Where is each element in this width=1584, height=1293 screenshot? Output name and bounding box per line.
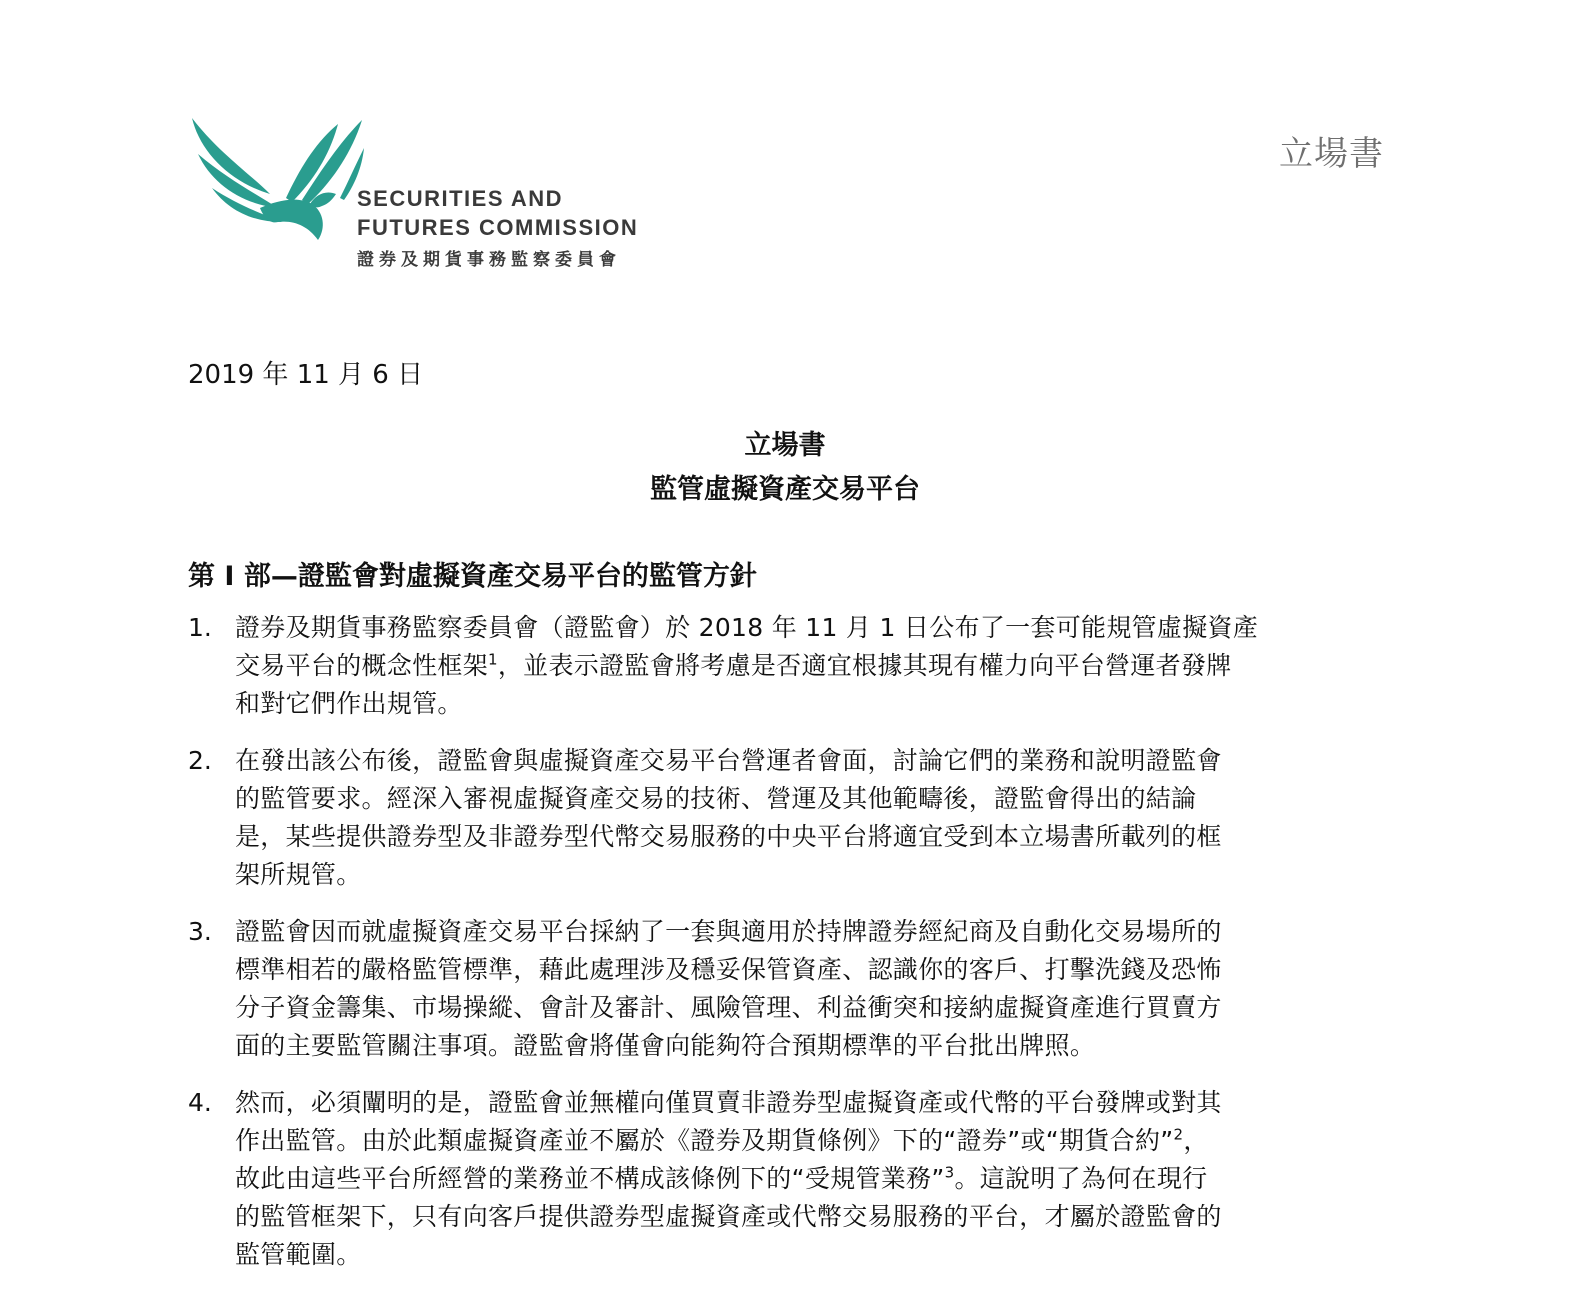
paragraph-number: 2. — [188, 746, 212, 775]
paragraph-line: 架所規管。 — [235, 860, 362, 889]
paragraph-line: 的監管框架下，只有向客戶提供證券型虛擬資產或代幣交易服務的平台，才屬於證監會的 — [235, 1202, 1222, 1231]
paragraph-line: 面的主要監管關注事項。證監會將僅會向能夠符合預期標準的平台批出牌照。 — [235, 1031, 1096, 1060]
document-type-label: 立場書 — [1279, 134, 1384, 174]
paragraph-line — [235, 1160, 1380, 1198]
section-heading: 第 I 部—證監會對虛擬資產交易平台的監管方針 — [188, 561, 757, 592]
paragraph-number: 1. — [188, 613, 212, 642]
paragraph-text — [235, 609, 1380, 723]
footnote-ref-2[interactable]: 2 — [1173, 1125, 1184, 1144]
org-name-zh: 證券及期貨事務監察委員會 — [357, 250, 621, 270]
paragraph-3 — [188, 913, 1388, 1065]
org-name-en-line2: FUTURES COMMISSION — [357, 215, 639, 240]
paragraph-list — [188, 609, 1388, 1293]
title-line-2: 監管虛擬資產交易平台 — [650, 474, 920, 505]
eagle-icon — [190, 112, 370, 247]
footnote-ref-1[interactable]: 1 — [488, 650, 498, 669]
paragraph-line: 是，某些提供證券型及非證券型代幣交易服務的中央平台將適宜受到本立場書所載列的框 — [235, 822, 1222, 851]
paragraph-line: 證券及期貨事務監察委員會（證監會）於 2018 年 11 月 1 日公布了一套可能規管虛擬資產 — [235, 613, 1259, 642]
paragraph-line: 標準相若的嚴格監管標準，藉此處理涉及穩妥保管資產、認識你的客戶、打擊洗錢及恐怖 — [235, 955, 1222, 984]
paragraph-line: 分子資金籌集、市場操縱、會計及審計、風險管理、利益衝突和接納虛擬資產進行買賣方 — [235, 993, 1222, 1022]
paragraph-line — [235, 1122, 1380, 1160]
paragraph-text-segment: 作出監管。由於此類虛擬資產並不屬於《證券及期貨條例》下的“證券”或“期貨合約” — [235, 1126, 1174, 1155]
footnote-ref-3[interactable]: 3 — [944, 1163, 955, 1182]
paragraph-line: 證監會因而就虛擬資產交易平台採納了一套與適用於持牌證券經紀商及自動化交易場所的 — [235, 917, 1222, 946]
paragraph-1 — [188, 609, 1388, 723]
paragraph-text-segment: ， — [1183, 1126, 1209, 1155]
paragraph-4 — [188, 1084, 1388, 1274]
title-line-1: 立場書 — [744, 430, 826, 461]
paragraph-text-segment: 故此由這些平台所經營的業務並不構成該條例下的“受規管業務” — [235, 1164, 945, 1193]
paragraph-text — [235, 1084, 1380, 1274]
paragraph-line: 然而，必須闡明的是，證監會並無權向僅買賣非證券型虛擬資產或代幣的平台發牌或對其 — [235, 1088, 1222, 1117]
paragraph-number: 3. — [188, 917, 212, 946]
paragraph-text — [235, 913, 1380, 1065]
paragraph-text-segment: 。這說明了為何在現行 — [954, 1164, 1208, 1193]
sfc-logo — [190, 112, 660, 272]
paragraph-line: 在發出該公布後，證監會與虛擬資產交易平台營運者會面，討論它們的業務和說明證監會 — [235, 746, 1222, 775]
paragraph-line: 和對它們作出規管。 — [235, 689, 463, 718]
paragraph-number: 4. — [188, 1088, 212, 1117]
org-name-en-line1: SECURITIES AND — [357, 186, 563, 211]
document-date: 2019 年 11 月 6 日 — [188, 360, 424, 390]
paragraph-text-segment: 交易平台的概念性框架 — [235, 651, 489, 680]
paragraph-line: 監管範圍。 — [235, 1240, 362, 1269]
paragraph-line — [235, 647, 1380, 685]
document-title — [188, 424, 1382, 512]
paragraph-text-segment: ，並表示證監會將考慮是否適宜根據其現有權力向平台營運者發牌 — [497, 651, 1232, 680]
paragraph-text — [235, 742, 1380, 894]
paragraph-line: 的監管要求。經深入審視虛擬資產交易的技術、營運及其他範疇後，證監會得出的結論 — [235, 784, 1197, 813]
paragraph-2 — [188, 742, 1388, 894]
